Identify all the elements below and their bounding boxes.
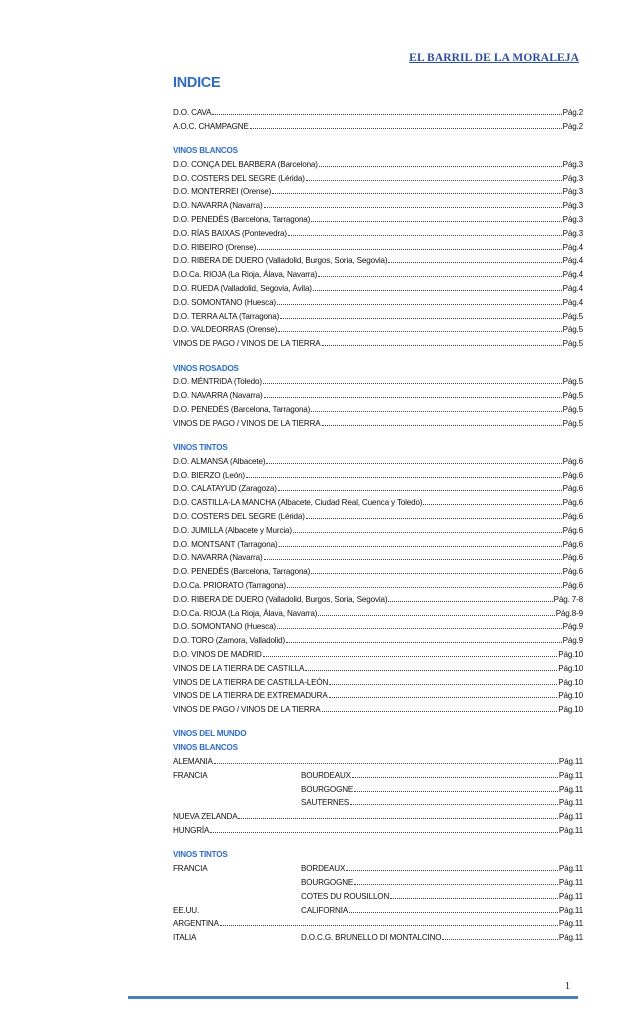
page-number: 1 [565, 981, 570, 992]
toc-entry-sublabel: CALIFORNIA [301, 905, 349, 915]
toc-entry-page: Pág.11 [558, 826, 583, 836]
toc-entry-label: ITALIA [173, 933, 197, 943]
toc-entry-sublabel: BORDEAUX [301, 864, 346, 874]
toc-entry-label: VINOS DE PAGO / VINOS DE LA TIERRA [173, 705, 321, 715]
toc-entry[interactable] [173, 325, 583, 339]
toc-entry-page: Pág.6 [562, 553, 583, 563]
toc-entry[interactable] [173, 270, 583, 284]
dot-leader [278, 330, 561, 332]
dot-leader [210, 831, 558, 833]
toc-entry-page: Pág.10 [558, 705, 583, 715]
toc-entry-label: D.O. TERRA ALTA (Tarragona) [173, 311, 280, 321]
toc-entry[interactable] [173, 229, 583, 243]
dot-leader [277, 627, 562, 629]
toc-entry-sublabel: COTES DU ROUSILLON [301, 891, 390, 901]
dot-leader [388, 261, 561, 263]
toc-entry-page: Pág.6 [562, 525, 583, 535]
dot-leader [329, 696, 558, 698]
toc-entry[interactable] [173, 484, 583, 498]
toc-entry[interactable] [173, 864, 583, 878]
toc-entry-label: D.O. PENEDÉS (Barcelona, Tarragona) [173, 404, 311, 414]
section-heading: VINOS TINTOS [173, 850, 228, 860]
toc-entry-page: Pág.11 [558, 757, 583, 767]
toc-entry[interactable] [173, 339, 583, 353]
toc-entry-page: Pág.10 [558, 649, 583, 659]
toc-entry-page: Pág.8-9 [555, 608, 583, 618]
dot-leader [286, 641, 562, 643]
dot-leader [264, 396, 562, 398]
dot-leader [346, 869, 558, 871]
toc-entry-label: VINOS DE LA TIERRA DE EXTREMADURA [173, 691, 328, 701]
toc-entry-label: VINOS DE LA TIERRA DE CASTILLA [173, 663, 305, 673]
toc-entry-page: Pág. 7-8 [553, 594, 583, 604]
toc-entry-page: Pág.11 [558, 905, 583, 915]
dot-leader [263, 382, 562, 384]
toc-entry-label: VINOS DE PAGO / VINOS DE LA TIERRA [173, 418, 321, 428]
table-of-contents [173, 108, 583, 947]
toc-entry[interactable] [173, 595, 583, 609]
toc-entry-label: D.O. COSTERS DEL SEGRE (Lérida) [173, 512, 305, 522]
dot-leader [318, 275, 561, 277]
toc-entry-page: Pág.4 [562, 284, 583, 294]
toc-entry-label: D.O. SOMONTANO (Huesca) [173, 297, 276, 307]
toc-entry-label: D.O. PENEDÉS (Barcelona, Tarragona) [173, 215, 311, 225]
toc-entry[interactable] [173, 581, 583, 595]
toc-entry-page: Pág.2 [562, 121, 583, 131]
toc-entry-label: FRANCIA [173, 770, 208, 780]
toc-entry[interactable] [173, 298, 583, 312]
toc-entry-page: Pág.5 [562, 391, 583, 401]
toc-entry-sublabel: SAUTERNES [301, 798, 350, 808]
section-gap [173, 840, 583, 851]
dot-leader [390, 897, 558, 899]
toc-entry[interactable] [173, 312, 583, 326]
toc-entry[interactable] [173, 160, 583, 174]
document-header-brand: EL BARRIL DE LA MORALEJA [409, 52, 579, 64]
dot-leader [264, 558, 562, 560]
dot-leader [220, 924, 558, 926]
toc-entry-page: Pág.11 [558, 770, 583, 780]
toc-entry[interactable] [173, 526, 583, 540]
toc-entry-label: D.O. CONÇA DEL BARBERA (Barcelona) [173, 159, 318, 169]
toc-entry-page: Pág.6 [562, 498, 583, 508]
toc-entry-page: Pág.4 [562, 242, 583, 252]
toc-entry-label: VINOS DE PAGO / VINOS DE LA TIERRA [173, 339, 321, 349]
toc-entry[interactable] [173, 457, 583, 471]
dot-leader [329, 683, 557, 685]
toc-entry[interactable] [173, 933, 583, 947]
toc-entry[interactable] [173, 798, 583, 812]
toc-entry[interactable] [173, 622, 583, 636]
toc-entry[interactable] [173, 757, 583, 771]
toc-entry-label: D.O. RUEDA (Valladolid, Segovia, Ávila) [173, 284, 312, 294]
toc-entry[interactable] [173, 691, 583, 705]
section-gap [173, 433, 583, 444]
toc-entry-label: FRANCIA [173, 864, 208, 874]
section-heading: VINOS BLANCOS [173, 743, 238, 753]
toc-entry[interactable] [173, 471, 583, 485]
dot-leader [322, 424, 562, 426]
dot-leader [311, 220, 561, 222]
toc-entry-label: D.O. SOMONTANO (Huesca) [173, 622, 276, 632]
toc-entry-page: Pág.2 [562, 108, 583, 117]
toc-entry[interactable] [173, 567, 583, 581]
toc-entry-page: Pág.4 [562, 270, 583, 280]
toc-entry-label: D.O. BIERZO (León) [173, 470, 245, 480]
index-title: INDICE [173, 75, 221, 91]
toc-entry-label: D.O. NAVARRA (Navarra) [173, 391, 263, 401]
toc-entry-label: A.O.C. CHAMPAGNE [173, 121, 249, 131]
toc-entry[interactable] [173, 187, 583, 201]
dot-leader [263, 655, 557, 657]
toc-entry[interactable] [173, 498, 583, 512]
toc-entry[interactable] [173, 108, 583, 122]
dot-leader [257, 248, 561, 250]
toc-entry-label: ARGENTINA [173, 919, 219, 929]
toc-entry-page: Pág.9 [562, 636, 583, 646]
toc-entry[interactable] [173, 785, 583, 799]
toc-entry-label: D.O. CAVA [173, 108, 212, 117]
dot-leader [388, 600, 552, 602]
toc-entry-label: D.O. NAVARRA (Navarra) [173, 553, 263, 563]
toc-entry[interactable] [173, 878, 583, 892]
toc-entry[interactable] [173, 919, 583, 933]
dot-leader [322, 344, 562, 346]
toc-entry[interactable] [173, 201, 583, 215]
toc-entry[interactable] [173, 650, 583, 664]
toc-entry-page: Pág.3 [562, 215, 583, 225]
toc-entry[interactable] [173, 892, 583, 906]
toc-entry-page: Pág.3 [562, 173, 583, 183]
toc-entry-label: D.O. TORO (Zamora, Valladolid) [173, 636, 285, 646]
toc-entry-label: D.O.Ca. RIOJA (La Rioja, Álava, Navarra) [173, 608, 318, 618]
toc-entry-page: Pág.6 [562, 470, 583, 480]
toc-entry[interactable] [173, 636, 583, 650]
toc-entry-label: D.O. COSTERS DEL SEGRE (Lérida) [173, 173, 305, 183]
toc-entry-page: Pág.11 [558, 784, 583, 794]
toc-entry-label: D.O. ALMANSA (Albacete) [173, 456, 266, 466]
toc-entry-page: Pág.3 [562, 187, 583, 197]
toc-entry[interactable] [173, 540, 583, 554]
toc-entry-label: D.O. RIBERA DE DUERO (Valladolid, Burgos, Soria, Segovia) [173, 256, 388, 266]
dot-leader [250, 127, 562, 129]
toc-entry-page: Pág.11 [558, 933, 583, 943]
toc-entry-sublabel: D.O.C.G. BRUNELLO DI MONTALCINO [301, 933, 442, 943]
toc-entry-page: Pág.10 [558, 691, 583, 701]
section-heading: VINOS BLANCOS [173, 146, 238, 156]
section-gap [173, 353, 583, 364]
toc-entry-page: Pág.6 [562, 512, 583, 522]
dot-leader [287, 586, 562, 588]
dot-leader [354, 883, 558, 885]
toc-entry[interactable] [173, 256, 583, 270]
dot-leader [311, 572, 561, 574]
toc-entry[interactable] [173, 553, 583, 567]
toc-entry[interactable] [173, 215, 583, 229]
dot-leader [305, 669, 557, 671]
dot-leader [349, 911, 558, 913]
dot-leader [238, 817, 557, 819]
toc-entry[interactable] [173, 174, 583, 188]
toc-entry[interactable] [173, 122, 583, 136]
toc-entry-label: D.O. RÍAS BAIXAS (Pontevedra) [173, 228, 287, 238]
dot-leader [279, 545, 562, 547]
toc-entry-page: Pág.11 [558, 877, 583, 887]
dot-leader [319, 165, 562, 167]
toc-entry[interactable] [173, 826, 583, 840]
toc-entry-page: Pág.10 [558, 663, 583, 673]
toc-entry-page: Pág.11 [558, 919, 583, 929]
toc-entry[interactable] [173, 906, 583, 920]
toc-entry-page: Pág.4 [562, 297, 583, 307]
dot-leader [214, 762, 558, 764]
toc-entry-label: D.O. MÉNTRIDA (Toledo) [173, 377, 262, 387]
toc-entry-label: NUEVA ZELANDA [173, 812, 238, 822]
toc-entry[interactable] [173, 405, 583, 419]
toc-entry-label: ALEMANIA [173, 757, 213, 767]
toc-entry-label: D.O. VALDEORRAS (Orense) [173, 325, 278, 335]
toc-entry-label: D.O. CALATAYUD (Zaragoza) [173, 484, 277, 494]
dot-leader [352, 776, 558, 778]
toc-entry-label: D.O.Ca. PRIORATO (Tarragona) [173, 581, 286, 590]
toc-entry-page: Pág.3 [562, 228, 583, 238]
toc-entry-label: VINOS DE LA TIERRA DE CASTILLA-LEÓN [173, 677, 329, 687]
dot-leader [322, 710, 558, 712]
toc-entry[interactable] [173, 705, 583, 719]
dot-leader [350, 803, 558, 805]
dot-leader [423, 503, 561, 505]
toc-entry-page: Pág.11 [558, 798, 583, 808]
dot-leader [318, 614, 554, 616]
toc-entry-page: Pág.3 [562, 159, 583, 169]
toc-entry-page: Pág.5 [562, 377, 583, 387]
toc-entry-label: D.O. RIBEIRO (Orense) [173, 242, 257, 252]
toc-entry-sublabel: BOURGOGNE [301, 784, 354, 794]
section-gap [173, 719, 583, 730]
toc-entry-page: Pág.6 [562, 484, 583, 494]
dot-leader [311, 410, 561, 412]
section-heading: VINOS TINTOS [173, 443, 228, 453]
toc-entry-page: Pág.5 [562, 311, 583, 321]
toc-entry-page: Pág.5 [562, 418, 583, 428]
toc-entry-page: Pág.3 [562, 201, 583, 211]
dot-leader [278, 489, 562, 491]
dot-leader [442, 938, 557, 940]
toc-entry-sublabel: BOURGOGNE [301, 877, 354, 887]
toc-entry-label: HUNGRÍA [173, 826, 210, 836]
dot-leader [280, 317, 561, 319]
toc-entry-page: Pág.4 [562, 256, 583, 266]
toc-entry-label: D.O. NAVARRA (Navarra) [173, 201, 263, 211]
dot-leader [266, 462, 561, 464]
toc-entry[interactable] [173, 243, 583, 257]
toc-entry-label: D.O. VINOS DE MADRID [173, 649, 262, 659]
dot-leader [313, 289, 562, 291]
dot-leader [272, 192, 561, 194]
toc-entry-label: D.O. MONTERREI (Orense) [173, 187, 272, 197]
toc-entry[interactable] [173, 664, 583, 678]
toc-entry-label: D.O. CASTILLA-LA MANCHA (Albacete, Ciudad Real, Cuenca y Toledo) [173, 498, 423, 508]
section-gap [173, 136, 583, 147]
toc-entry[interactable] [173, 678, 583, 692]
toc-entry-label: D.O. RIBERA DE DUERO (Valladolid, Burgos, Soria, Segovia) [173, 594, 388, 604]
dot-leader [354, 790, 558, 792]
toc-entry[interactable] [173, 771, 583, 785]
toc-entry-page: Pág.11 [558, 812, 583, 822]
toc-entry-page: Pág.11 [558, 864, 583, 874]
dot-leader [306, 179, 562, 181]
toc-entry[interactable] [173, 609, 583, 623]
toc-entry[interactable] [173, 391, 583, 405]
toc-entry-label: D.O. PENEDÉS (Barcelona, Tarragona) [173, 567, 311, 577]
toc-entry[interactable] [173, 377, 583, 391]
toc-entry-page: Pág.9 [562, 622, 583, 632]
toc-entry-page: Pág.5 [562, 325, 583, 335]
toc-entry-label: D.O. MONTSANT (Tarragona) [173, 539, 278, 549]
toc-entry[interactable] [173, 284, 583, 298]
dot-leader [306, 517, 562, 519]
dot-leader [246, 476, 562, 478]
toc-entry-page: Pág.5 [562, 404, 583, 414]
dot-leader [264, 206, 562, 208]
toc-entry-page: Pág.5 [562, 339, 583, 349]
toc-entry-label: D.O.Ca. RIOJA (La Rioja, Álava, Navarra) [173, 270, 318, 280]
toc-entry-page: Pág.6 [562, 456, 583, 466]
toc-entry-page: Pág.6 [562, 581, 583, 590]
footer-divider [128, 996, 578, 999]
dot-leader [288, 234, 562, 236]
section-heading: VINOS ROSADOS [173, 363, 239, 373]
toc-entry[interactable] [173, 512, 583, 526]
toc-entry-page: Pág.6 [562, 539, 583, 549]
toc-entry-label: D.O. JUMILLA (Albacete y Murcia) [173, 525, 292, 535]
dot-leader [293, 531, 562, 533]
toc-entry[interactable] [173, 812, 583, 826]
toc-entry-page: Pág.10 [558, 677, 583, 687]
toc-entry[interactable] [173, 419, 583, 433]
toc-entry-label: EE.UU. [173, 905, 200, 915]
section-heading: VINOS DEL MUNDO [173, 729, 247, 739]
toc-entry-page: Pág.6 [562, 567, 583, 577]
dot-leader [212, 113, 561, 115]
toc-entry-page: Pág.11 [558, 891, 583, 901]
dot-leader [277, 303, 562, 305]
toc-entry-sublabel: BOURDEAUX [301, 770, 351, 780]
